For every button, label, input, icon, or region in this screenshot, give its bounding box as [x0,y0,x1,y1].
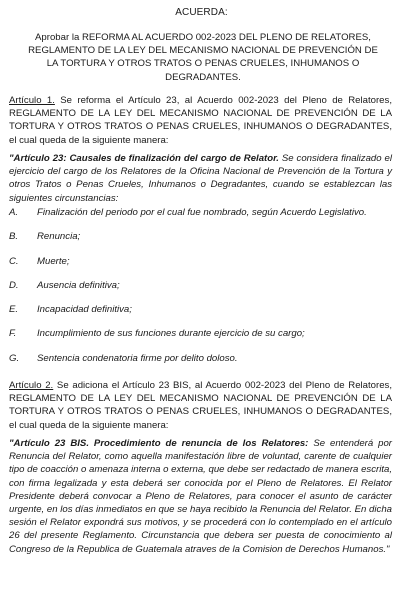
list-item-letter: A. [9,207,19,218]
article-23-bis-paragraph [9,437,392,556]
approval-title: REFORMA AL ACUERDO 002-2023 DEL PLENO DE RELATORES, REGLAMENTO DE LA LEY DEL MECANISMO NACIONAL DE PREVENCIÓN DE LA TORTURA Y OTROS TRATOS O PENAS CRUELES, INHUMANOS O DEGRADANTES. [28,32,378,83]
list-item [9,303,392,327]
article-23-paragraph [9,152,392,205]
list-item-text: Sentencia condenatoria firme por delito doloso. [37,352,238,364]
causales-list [9,206,392,376]
list-item-letter: B. [9,231,19,243]
article-1-label: Artículo 1. [9,95,55,106]
article-2-text: Se adiciona el Artículo 23 BIS, al Acuerdo 002-2023 del Pleno de Relatores, [53,380,392,391]
list-item [9,352,392,376]
list-item [9,255,392,279]
list-item-letter: C. [9,255,19,267]
list-item [9,230,392,254]
list-item-letter: F. [9,328,17,340]
article-1-paragraph [9,94,392,147]
list-item-text: Incumplimiento de sus funciones durante ejercicio de su cargo; [37,328,305,340]
list-item-letter: G. [9,352,20,364]
list-item-text: Ausencia definitiva; [37,279,120,291]
list-item [9,206,392,230]
article-23-body: Se considera finalizado el ejercicio del cargo de los Relatores de la Oficina Nacional de Prevención de la Tortura y otros Tratos o Penas Crueles, Inhumanos o Degradantes, cuando se establezcan las siguientes circunstancias: [9,153,392,204]
article-23-heading: "Artículo 23: Causales de finalización del cargo de Relator. [9,153,279,164]
article-1-text-end: , el cual queda de la siguiente manera: [9,121,392,146]
article-2-regulation-name: REGLAMENTO DE LA LEY DEL MECANISMO NACIONAL DE PREVENCIÓN DE LA TORTURA Y OTROS TRATOS O PENAS CRUELES, INHUMANOS O DEGRADANTES [9,393,392,418]
list-item-text: Finalización del periodo por el cual fue nombrado, según Acuerdo Legislativo. [37,207,367,218]
page-heading: ACUERDA: [175,7,228,18]
list-item [9,327,392,351]
article-1-text: Se reforma el Artículo 23, al Acuerdo 002-2023 del Pleno de Relatores, [54,95,392,106]
approval-prefix: Aprobar la [35,32,82,43]
approval-paragraph [22,31,384,84]
list-item [9,279,392,303]
list-item-letter: E. [9,304,19,316]
list-item-letter: D. [9,279,19,291]
article-2-paragraph [9,379,392,432]
list-item-text: Renuncia; [37,231,81,243]
list-item-text: Muerte; [37,255,70,267]
article-1-regulation-name: REGLAMENTO DE LA LEY DEL MECANISMO NACIONAL DE PREVENCIÓN DE LA TORTURA Y OTROS TRATOS O PENAS CRUELES, INHUMANOS O DEGRADANTES [9,108,392,133]
article-2-text-end: , el cual queda de la siguiente manera: [9,406,392,431]
article-23-bis-body: Se entenderá por Renuncia del Relator, como aquella manifestación libre de voluntad, carente de cualquier tipo de coacción o amenaza interna o externa, que debe ser redactado de manera escrita, con firma legalizada y esta deberá ser conocida por el Pleno de Relatores. El Relator Presidente deberá convocar a Pleno de Relatores, para conocer el asunto de carácter urgente, en los días inmediatos en que se haya recibido la Renuncia del Relator. En dicha sesión el Relator expondrá sus motivos, y se procederá con lo contemplado en el artículo 26 del presente Reglamento. Circunstancia que debera ser puesta de conocimiento al Congreso de la Republica de Guatemala atraves de la Comision de Derechos Humanos." [9,438,392,555]
article-2-label: Artículo 2. [9,380,54,391]
article-23-bis-heading: "Artículo 23 BIS. Procedimiento de renuncia de los Relatores: [9,438,309,449]
list-item-text: Incapacidad definitiva; [37,304,132,316]
